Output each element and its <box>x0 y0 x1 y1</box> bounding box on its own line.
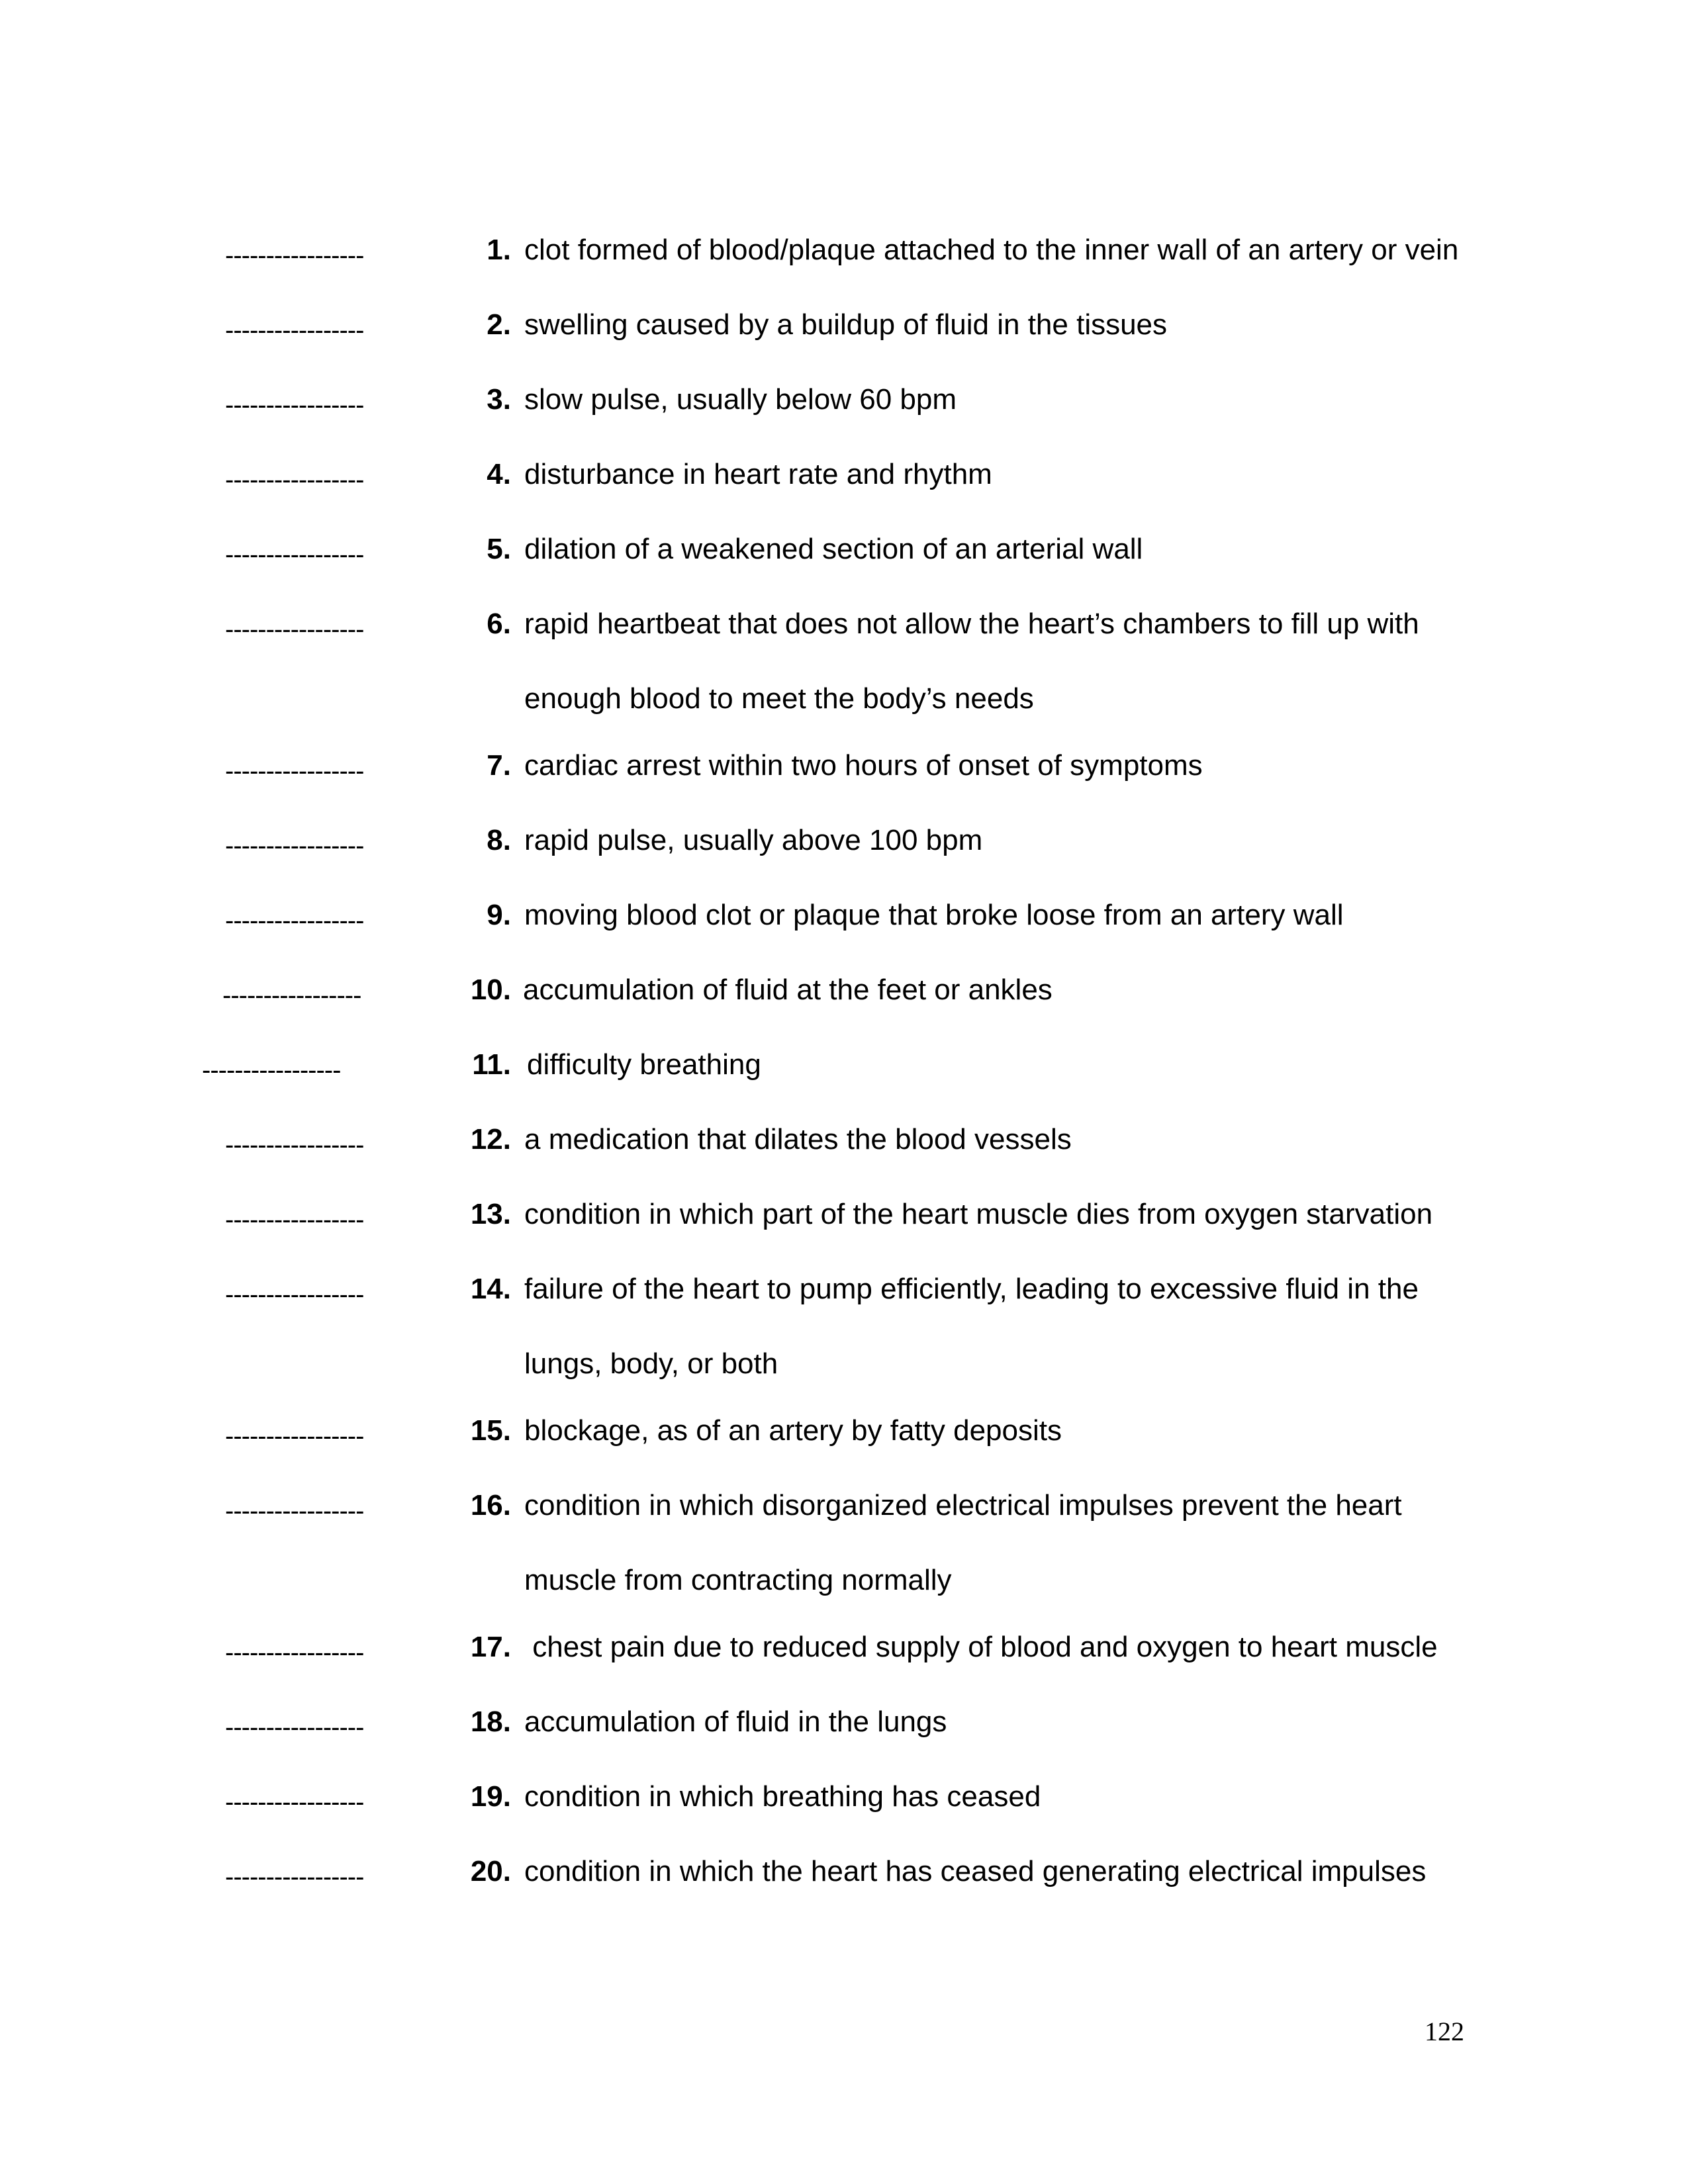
question-row <box>0 305 1688 345</box>
answer-blank: ----------------- <box>225 1862 364 1891</box>
question-row <box>0 1045 1688 1085</box>
question-text: chest pain due to reduced supply of blood and oxygen to heart muscle <box>524 1631 1438 1663</box>
question-row <box>0 604 1688 715</box>
question-text: accumulation of fluid in the lungs <box>524 1706 947 1738</box>
question-row <box>0 1120 1688 1160</box>
question-text: condition in which part of the heart muscle dies from oxygen starvation <box>524 1198 1433 1230</box>
question-number: 1. <box>487 234 511 266</box>
question-text: condition in which disorganized electrical impulses prevent the heart <box>524 1489 1402 1522</box>
question-text: disturbance in heart rate and rhythm <box>524 458 992 490</box>
question-row <box>0 895 1688 935</box>
question-row <box>0 455 1688 494</box>
answer-blank: ----------------- <box>222 981 361 1010</box>
question-row <box>0 1486 1688 1596</box>
answer-blank: ----------------- <box>225 465 364 494</box>
question-number: 19. <box>470 1780 511 1813</box>
page-number: 122 <box>1425 2017 1464 2046</box>
answer-blank: ----------------- <box>225 1280 364 1309</box>
question-number: 5. <box>487 533 511 565</box>
question-text: difficulty breathing <box>527 1048 761 1081</box>
question-number: 7. <box>487 749 511 782</box>
answer-blank: ----------------- <box>225 1638 364 1667</box>
question-number: 13. <box>470 1198 511 1230</box>
question-number: 18. <box>470 1706 511 1738</box>
question-row <box>0 1852 1688 1891</box>
question-number: 12. <box>470 1123 511 1156</box>
question-row <box>0 1411 1688 1451</box>
question-text: cardiac arrest within two hours of onset of symptoms <box>524 749 1203 782</box>
question-row <box>0 1702 1688 1742</box>
question-text: rapid pulse, usually above 100 bpm <box>524 824 983 856</box>
question-number: 9. <box>487 899 511 931</box>
answer-blank: ----------------- <box>225 1130 364 1160</box>
question-text: slow pulse, usually below 60 bpm <box>524 383 957 416</box>
answer-blank: ----------------- <box>225 1205 364 1234</box>
answer-blank: ----------------- <box>225 241 364 270</box>
answer-blank: ----------------- <box>225 540 364 569</box>
answer-blank: ----------------- <box>225 1496 364 1525</box>
question-row <box>0 1269 1688 1380</box>
question-text: a medication that dilates the blood vessels <box>524 1123 1072 1156</box>
question-text: clot formed of blood/plaque attached to the inner wall of an artery or vein <box>524 234 1459 266</box>
question-number: 14. <box>470 1273 511 1305</box>
question-text-continuation: enough blood to meet the body’s needs <box>524 682 1034 715</box>
question-row <box>0 529 1688 569</box>
question-text: swelling caused by a buildup of fluid in the tissues <box>524 308 1168 341</box>
answer-blank: ----------------- <box>225 390 364 420</box>
answer-blank: ----------------- <box>225 756 364 786</box>
question-row <box>0 380 1688 420</box>
question-number: 15. <box>470 1414 511 1447</box>
question-number: 8. <box>487 824 511 856</box>
answer-blank: ----------------- <box>225 906 364 935</box>
answer-blank: ----------------- <box>225 1422 364 1451</box>
question-row <box>0 746 1688 786</box>
question-text: rapid heartbeat that does not allow the heart’s chambers to fill up with <box>524 608 1419 640</box>
question-row <box>0 1627 1688 1667</box>
question-text: accumulation of fluid at the feet or ankles <box>523 974 1053 1006</box>
question-number: 17. <box>470 1631 511 1663</box>
question-row <box>0 1195 1688 1234</box>
question-row <box>0 970 1688 1010</box>
answer-blank: ----------------- <box>225 316 364 345</box>
question-number: 6. <box>487 608 511 640</box>
question-number: 20. <box>470 1855 511 1888</box>
answer-blank: ----------------- <box>225 1713 364 1742</box>
question-text-continuation: lungs, body, or both <box>524 1347 778 1380</box>
question-row <box>0 230 1688 270</box>
answer-blank: ----------------- <box>225 1788 364 1817</box>
answer-blank: ----------------- <box>202 1056 341 1085</box>
question-text: moving blood clot or plaque that broke loose from an artery wall <box>524 899 1344 931</box>
question-row <box>0 1777 1688 1817</box>
question-text-continuation: muscle from contracting normally <box>524 1564 952 1596</box>
question-text: blockage, as of an artery by fatty deposits <box>524 1414 1062 1447</box>
question-row <box>0 821 1688 860</box>
answer-blank: ----------------- <box>225 831 364 860</box>
question-number: 3. <box>487 383 511 416</box>
question-number: 11. <box>472 1048 511 1081</box>
question-number: 16. <box>470 1489 511 1522</box>
question-number: 4. <box>487 458 511 490</box>
question-text: failure of the heart to pump efficiently, leading to excessive fluid in the <box>524 1273 1419 1305</box>
question-number: 2. <box>487 308 511 341</box>
question-text: condition in which breathing has ceased <box>524 1780 1041 1813</box>
question-text: condition in which the heart has ceased generating electrical impulses <box>524 1855 1427 1888</box>
question-number: 10. <box>470 974 511 1006</box>
answer-blank: ----------------- <box>225 615 364 644</box>
question-text: dilation of a weakened section of an arterial wall <box>524 533 1143 565</box>
